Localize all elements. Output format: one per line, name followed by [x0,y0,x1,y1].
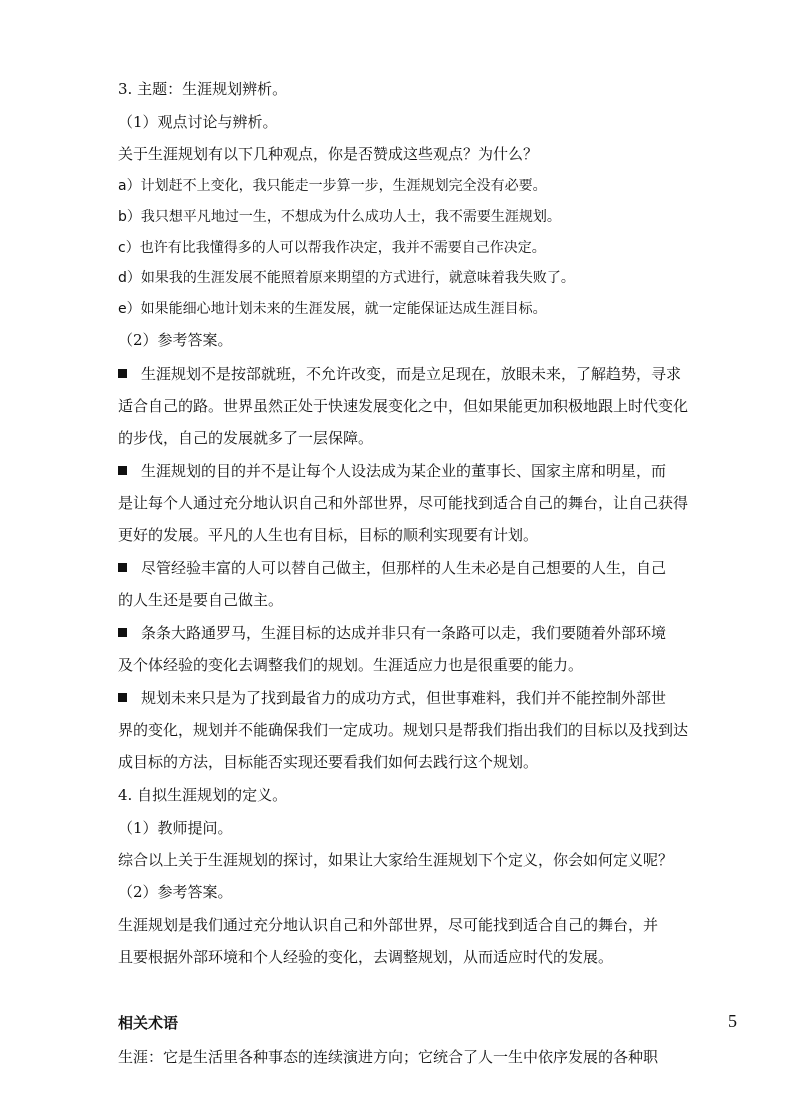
paragraph-line: 及个体经验的变化去调整我们的规划。生涯适应力也是很重要的能力。 [118,656,584,674]
question-text: 综合以上关于生涯规划的探讨，如果让大家给生涯规划下个定义，你会如何定义呢？ [118,851,674,869]
paragraph-line: 生涯规划的目的并不是让每个人设法成为某企业的董事长、国家主席和明星，而 [141,462,667,480]
paragraph-line: 生涯规划不是按部就班，不允许改变，而是立足现在，放眼未来，了解趋势，寻求 [141,365,682,383]
subheading-discussion: （1）观点讨论与辨析。 [118,113,278,131]
paragraph-line: 的人生还是要自己做主。 [118,591,284,609]
paragraph-line: 是让每个人通过充分地认识自己和外部世界，尽可能找到适合自己的舞台，让自己获得 [118,494,689,512]
section-heading-3: 3. 主题：生涯规划辨析。 [118,80,288,98]
option-e: e）如果能细心地计划未来的生涯发展，就一定能保证达成生涯目标。 [118,301,547,317]
paragraph-line: 生涯规划是我们通过充分地认识自己和外部世界，尽可能找到适合自己的舞台，并 [118,916,659,934]
option-c: c）也许有比我懂得多的人可以帮我作决定，我并不需要自己作决定。 [118,240,546,256]
question-text: 关于生涯规划有以下几种观点，你是否赞成这些观点？为什么？ [118,145,539,163]
bullet-square-icon [118,563,127,572]
paragraph-line: 适合自己的路。世界虽然正处于快速发展变化之中，但如果能更加积极地跟上时代变化 [118,397,689,415]
answer-bullet-3 [118,558,700,578]
section-heading-4: 4. 自拟生涯规划的定义。 [118,786,288,804]
option-a: a）计划赶不上变化，我只能走一步算一步，生涯规划完全没有必要。 [118,178,547,194]
subheading-teacher-question: （1）教师提问。 [118,819,233,837]
paragraph-line: 更好的发展。平凡的人生也有目标，目标的顺利实现要有计划。 [118,526,539,544]
paragraph-line: 尽管经验丰富的人可以替自己做主，但那样的人生未必是自己想要的人生，自己 [141,559,667,577]
paragraph-line: 界的变化，规划并不能确保我们一定成功。规划只是帮我们指出我们的目标以及找到达 [118,721,689,739]
answer-bullet-4 [118,623,700,643]
bullet-square-icon [118,466,127,475]
answer-bullet-1 [118,364,700,384]
paragraph-line: 条条大路通罗马，生涯目标的达成并非只有一条路可以走，我们要随着外部环境 [141,624,667,642]
subheading-answer: （2）参考答案。 [118,883,233,901]
bullet-square-icon [118,628,127,637]
paragraph-line: 且要根据外部环境和个人经验的变化，去调整规划，从而适应时代的发展。 [118,948,614,966]
option-d: d）如果我的生涯发展不能照着原来期望的方式进行，就意味着我失败了。 [118,270,575,286]
glossary-heading: 相关术语 [118,1014,179,1032]
option-b: b）我只想平凡地过一生，不想成为什么成功人士，我不需要生涯规划。 [118,209,561,225]
glossary-entry: 生涯：它是生活里各种事态的连续演进方向；它统合了人一生中依序发展的各种职 [118,1048,659,1066]
paragraph-line: 成目标的方法，目标能否实现还要看我们如何去践行这个规划。 [118,753,539,771]
paragraph-line: 规划未来只是为了找到最省力的成功方式，但世事难料，我们并不能控制外部世 [141,689,667,707]
bullet-square-icon [118,369,127,378]
answer-bullet-2 [118,461,700,481]
subheading-answer: （2）参考答案。 [118,331,233,349]
answer-bullet-5 [118,688,700,708]
bullet-square-icon [118,693,127,702]
page-number: 5 [728,1011,737,1031]
paragraph-line: 的步伐，自己的发展就多了一层保障。 [118,429,374,447]
